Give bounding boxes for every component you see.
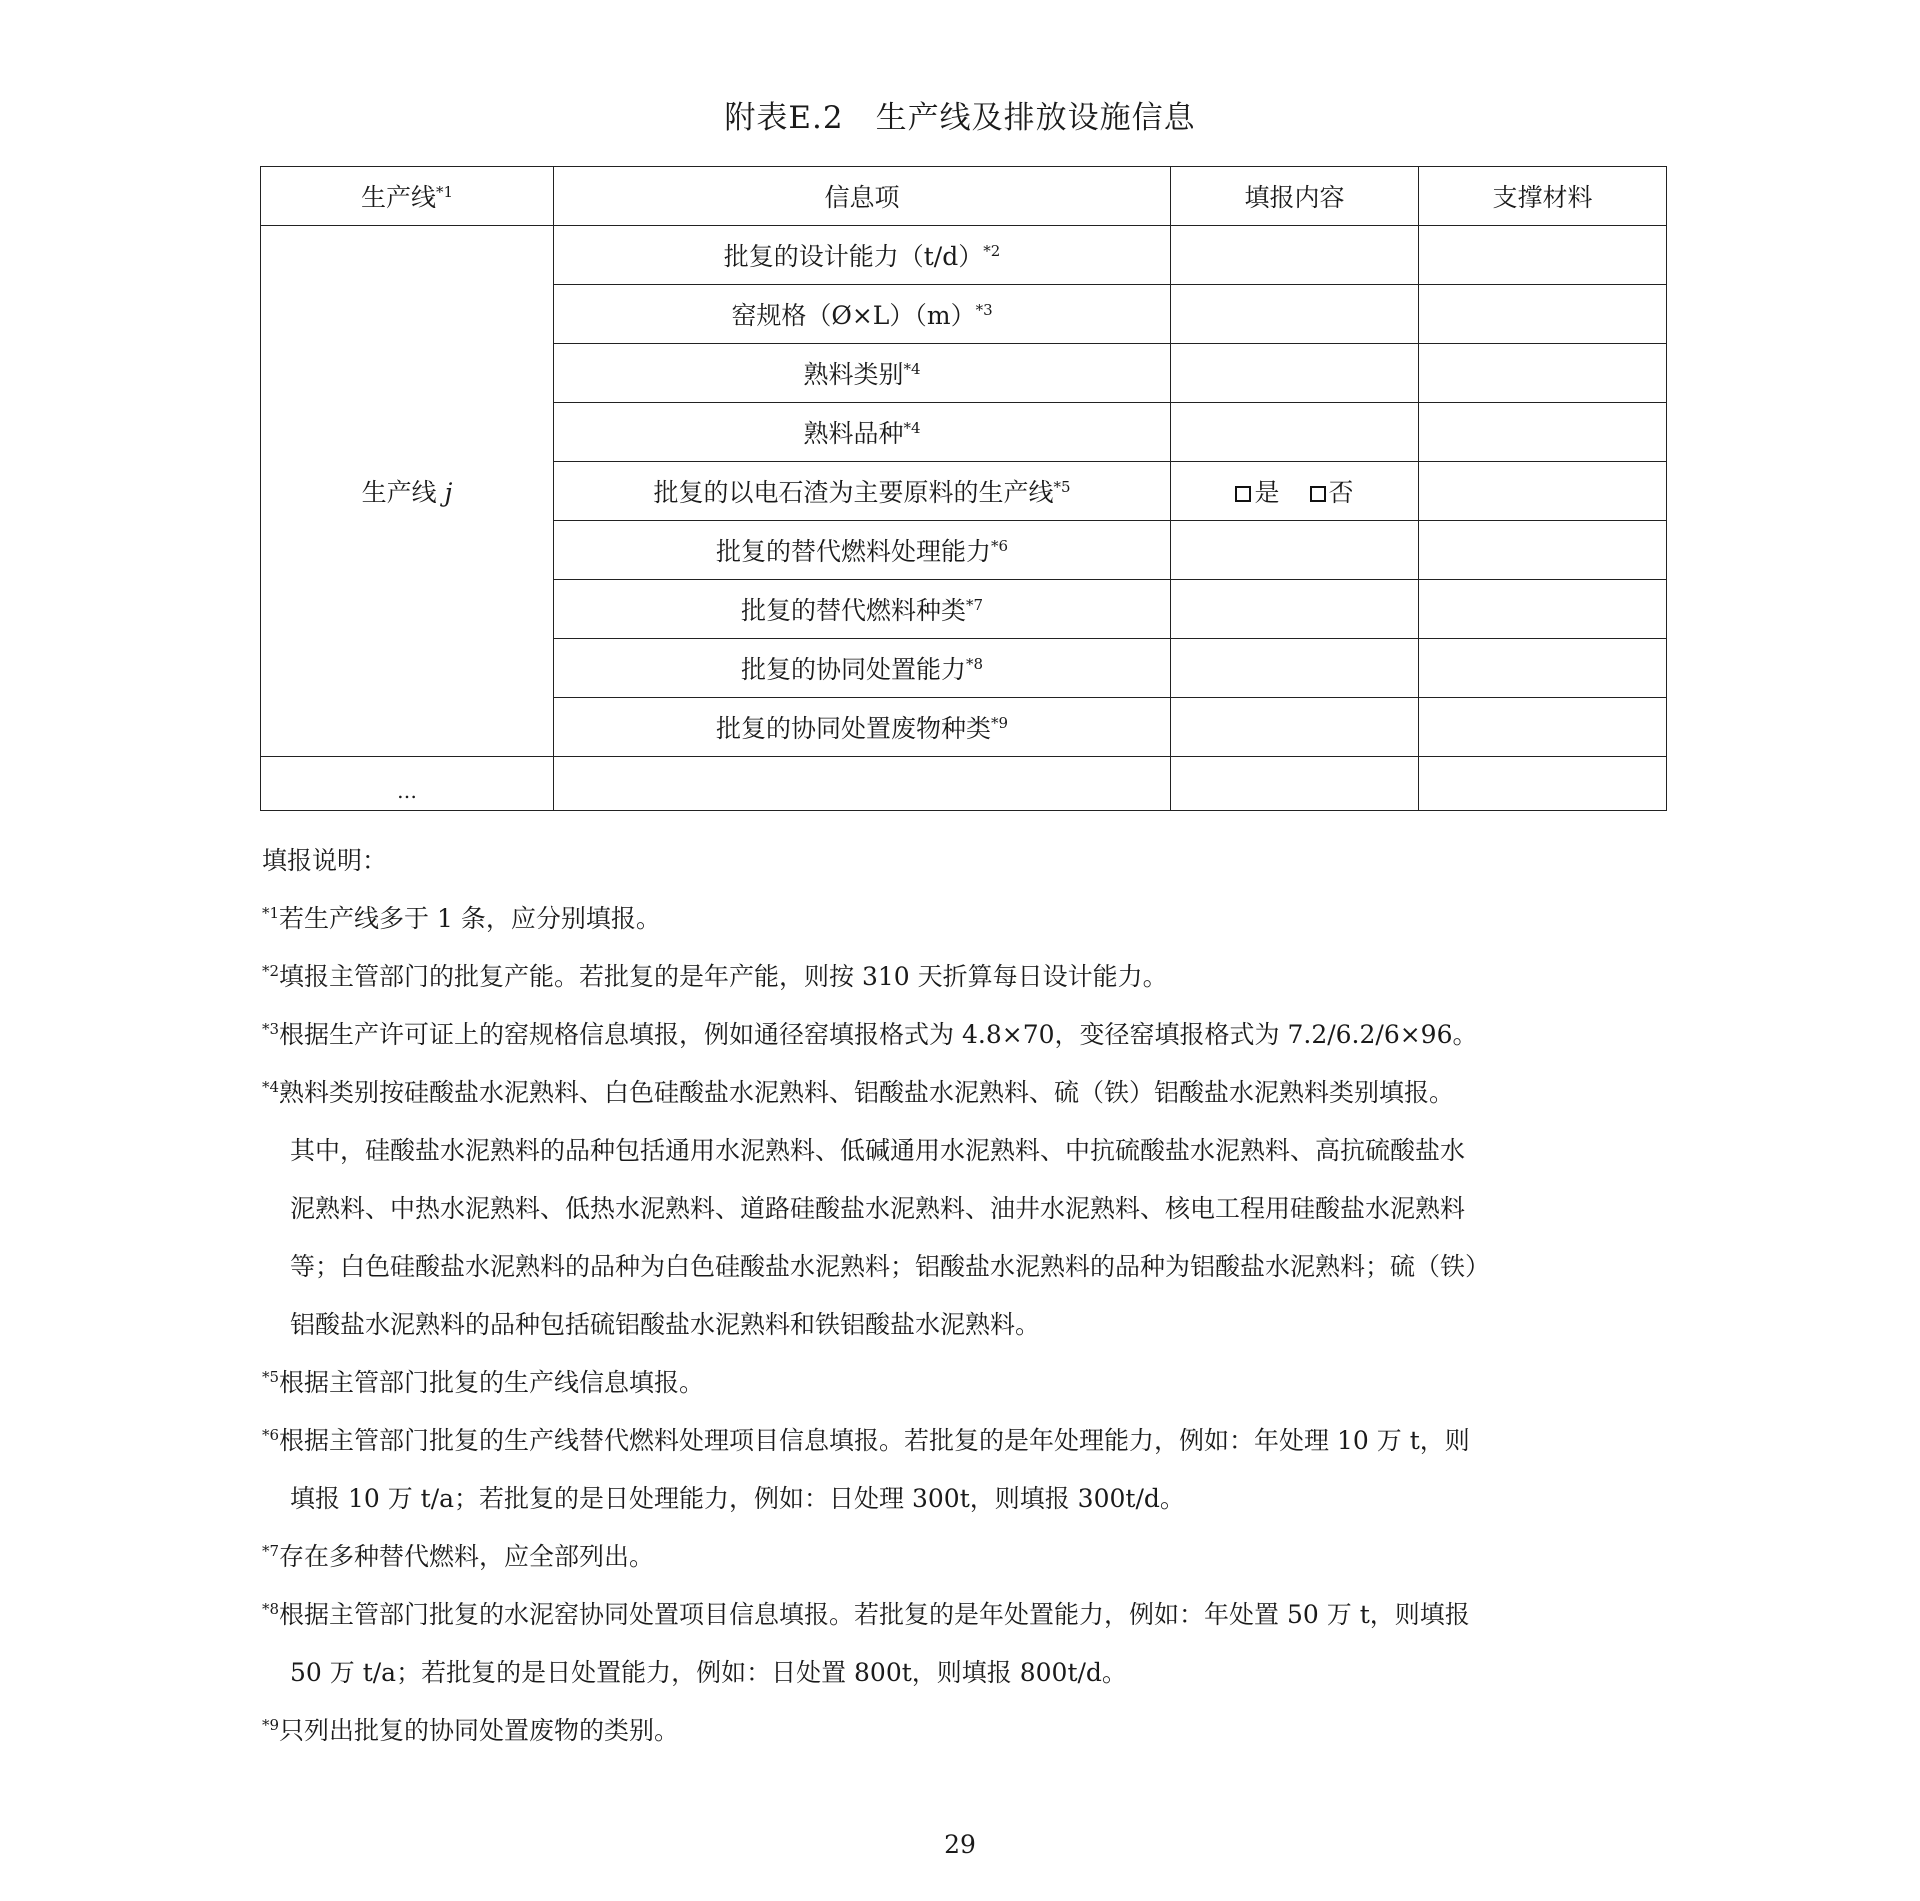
footnote-marker: *5	[1053, 478, 1071, 496]
header-fill-content: 填报内容	[1171, 167, 1419, 226]
supporting-material-cell[interactable]	[1419, 639, 1667, 698]
footnote-marker: *8	[965, 655, 984, 673]
note-line: $^{*3}$根据生产许可证上的窑规格信息填报，例如通径窑填报格式为 4.8×70，变径窑填报格式为 7.2/6.2/6×96。	[262, 1020, 1478, 1049]
no-label: 否	[1328, 478, 1354, 507]
fill-content-cell[interactable]	[1171, 226, 1419, 285]
fill-content-cell[interactable]	[1171, 521, 1419, 580]
notes-heading: 填报说明：	[262, 846, 388, 875]
production-line-cell: 生产线 j	[261, 226, 554, 757]
page-number: 29	[944, 1830, 976, 1859]
header-info-item: 信息项	[554, 167, 1171, 226]
note-line: 泥熟料、中热水泥熟料、低热水泥熟料、道路硅酸盐水泥熟料、油井水泥熟料、核电工程用硅酸盐水泥熟料	[290, 1194, 1466, 1223]
info-item-cell: 批复的以电石渣为主要原料的生产线$^{*5}$	[554, 462, 1171, 521]
info-item-cell: 批复的替代燃料种类$^{*7}$	[554, 580, 1171, 639]
info-item-cell: 窑规格$(Ø\times L)(m)^{*3}$	[554, 285, 1171, 344]
info-item-cell: 批复的替代燃料处理能力$^{*6}$	[554, 521, 1171, 580]
note-line: 其中，硅酸盐水泥熟料的品种包括通用水泥熟料、低碱通用水泥熟料、中抗硫酸盐水泥熟料、高抗硫酸盐水	[290, 1136, 1466, 1165]
note-line: $^{*2}$填报主管部门的批复产能。若批复的是年产能，则按 310 天折算每日设计能力。	[262, 962, 1168, 991]
fill-content-cell[interactable]	[1171, 285, 1419, 344]
info-item-cell: 批复的协同处置废物种类$^{*9}$	[554, 698, 1171, 757]
supporting-material-cell[interactable]	[1419, 285, 1667, 344]
note-line: 50 万 t/a；若批复的是日处置能力，例如：日处置 800t，则填报 800t/d。	[290, 1658, 1127, 1687]
footnote-marker: *7	[965, 596, 984, 614]
info-item-cell[interactable]	[554, 757, 1171, 811]
yes-label: 是	[1254, 478, 1280, 507]
supporting-material-cell[interactable]	[1419, 698, 1667, 757]
footnote-marker: *6	[990, 537, 1009, 555]
note-line: $^{*8}$根据主管部门批复的水泥窑协同处置项目信息填报。若批复的是年处置能力，例如：年处置 50 万 t，则填报	[262, 1600, 1470, 1629]
note-line: $^{*6}$根据主管部门批复的生产线替代燃料处理项目信息填报。若批复的是年处理能力，例如：年处理 10 万 t，则	[262, 1426, 1470, 1455]
footnote-marker: *3	[975, 301, 993, 319]
header-production-line: 生产线$^{*1}$	[261, 167, 554, 226]
note-line: 等；白色硅酸盐水泥熟料的品种为白色硅酸盐水泥熟料；铝酸盐水泥熟料的品种为铝酸盐水泥熟料；硫（铁）	[290, 1252, 1491, 1281]
info-item-cell: 批复的协同处置能力$^{*8}$	[554, 639, 1171, 698]
table-header-row	[261, 167, 1667, 226]
supporting-material-cell[interactable]	[1419, 226, 1667, 285]
info-item-cell: 熟料类别$^{*4}$	[554, 344, 1171, 403]
footnote-marker: *4	[903, 419, 921, 437]
fill-content-cell[interactable]	[1171, 403, 1419, 462]
fill-content-cell[interactable]	[1171, 757, 1419, 811]
table-row	[261, 226, 1667, 285]
yes-checkbox[interactable]	[1235, 486, 1251, 502]
info-item-cell: 批复的设计能力$(t/d)^{*2}$	[554, 226, 1171, 285]
footnote-marker: *2	[983, 242, 1001, 260]
footnote-marker: *4	[903, 360, 921, 378]
fill-content-cell[interactable]	[1171, 344, 1419, 403]
supporting-material-cell[interactable]	[1419, 580, 1667, 639]
page-title: 附表E.2 生产线及排放设施信息	[724, 100, 1196, 136]
note-line: 铝酸盐水泥熟料的品种包括硫铝酸盐水泥熟料和铁铝酸盐水泥熟料。	[290, 1310, 1041, 1339]
note-line: $^{*1}$若生产线多于 1 条，应分别填报。	[262, 904, 661, 933]
fill-content-cell[interactable]	[1171, 639, 1419, 698]
note-line: $^{*7}$存在多种替代燃料，应全部列出。	[262, 1542, 655, 1571]
filling-instructions	[262, 832, 1682, 1760]
fill-content-cell[interactable]	[1171, 580, 1419, 639]
note-line: 填报 10 万 t/a；若批复的是日处理能力，例如：日处理 300t，则填报 300t/d。	[290, 1484, 1185, 1513]
supporting-material-cell[interactable]	[1419, 757, 1667, 811]
no-checkbox[interactable]	[1310, 486, 1326, 502]
header-supporting-material: 支撑材料	[1419, 167, 1667, 226]
ellipsis-cell: …	[261, 757, 554, 811]
footnote-marker: *9	[990, 714, 1009, 732]
production-line-info-table	[260, 166, 1667, 811]
supporting-material-cell[interactable]	[1419, 344, 1667, 403]
note-line: $^{*9}$只列出批复的协同处置废物的类别。	[262, 1716, 680, 1745]
supporting-material-cell[interactable]	[1419, 462, 1667, 521]
supporting-material-cell[interactable]	[1419, 521, 1667, 580]
table-row-ellipsis	[261, 757, 1667, 811]
info-item-cell: 熟料品种$^{*4}$	[554, 403, 1171, 462]
fill-content-cell[interactable]	[1171, 698, 1419, 757]
note-line: $^{*4}$熟料类别按硅酸盐水泥熟料、白色硅酸盐水泥熟料、铝酸盐水泥熟料、硫（铁）铝酸盐水泥熟料类别填报。	[262, 1078, 1455, 1107]
fill-content-cell	[1171, 462, 1419, 521]
supporting-material-cell[interactable]	[1419, 403, 1667, 462]
footnote-marker: *1	[435, 183, 454, 201]
note-line: $^{*5}$根据主管部门批复的生产线信息填报。	[262, 1368, 705, 1397]
